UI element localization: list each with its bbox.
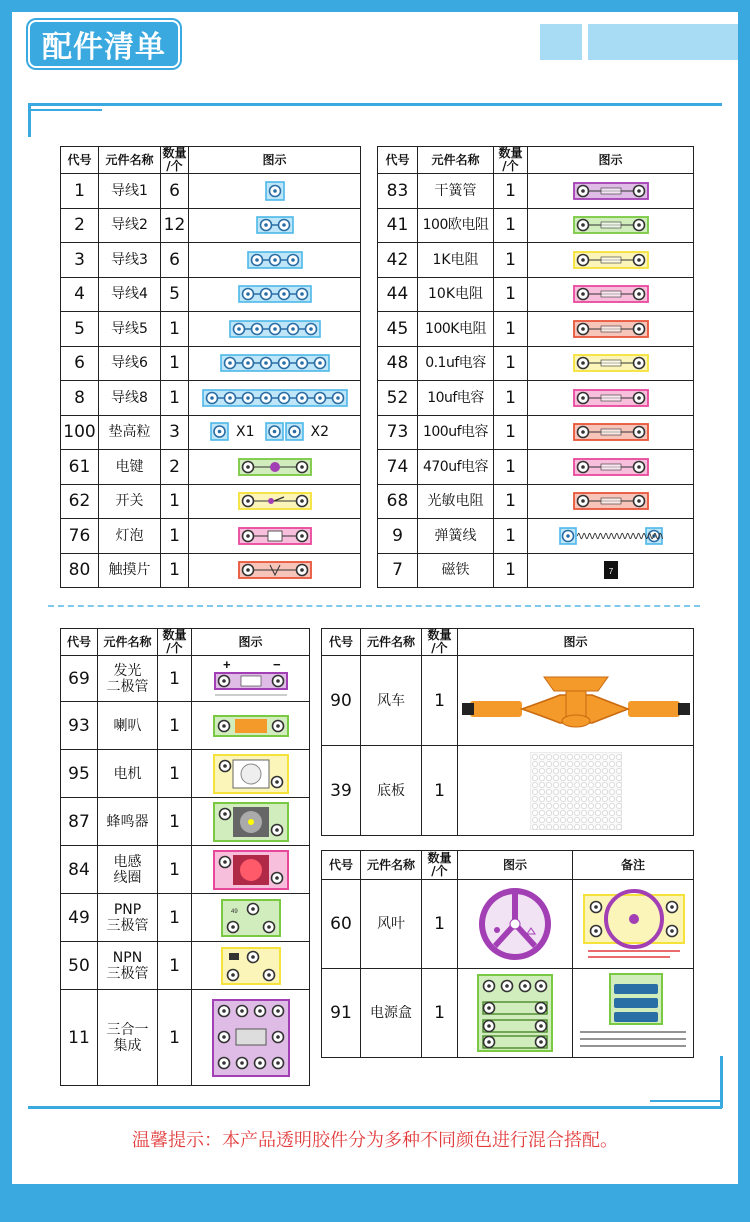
part-code: 50 <box>61 942 98 990</box>
part-quantity: 1 <box>161 381 189 416</box>
table-row <box>61 656 310 702</box>
part-code: 2 <box>61 208 99 243</box>
pnp-transistor-icon <box>221 899 281 937</box>
led-icon <box>211 659 291 699</box>
top-divider-accent <box>28 109 102 111</box>
wire-icon <box>256 216 294 234</box>
header-name: 元件名称 <box>361 851 422 880</box>
part-code: 62 <box>61 484 99 519</box>
coil-icon <box>213 850 289 890</box>
part-quantity: 1 <box>494 450 528 485</box>
table-row <box>61 346 361 381</box>
part-figure <box>528 519 694 554</box>
part-figure <box>189 553 361 588</box>
part-quantity: 1 <box>494 243 528 278</box>
table-row <box>378 415 694 450</box>
header-qty: 数量 /个 <box>422 851 458 880</box>
svg-text:−: − <box>272 658 281 672</box>
part-quantity: 1 <box>161 519 189 554</box>
part-name: NPN 三极管 <box>98 942 158 990</box>
npn-transistor-icon <box>221 947 281 985</box>
table-row <box>61 553 361 588</box>
part-name: 灯泡 <box>99 519 161 554</box>
part-quantity: 2 <box>161 450 189 485</box>
part-name: 发光 二极管 <box>98 656 158 702</box>
table-row <box>61 312 361 347</box>
magnet-icon <box>603 560 619 580</box>
part-name: 10uf电容 <box>418 381 494 416</box>
part-quantity: 1 <box>158 702 192 750</box>
table-row <box>61 702 310 750</box>
parts-table-wires <box>60 146 361 588</box>
part-figure <box>528 346 694 381</box>
header-name: 元件名称 <box>361 629 422 656</box>
battery-box-icon <box>477 974 553 1052</box>
part-code: 42 <box>378 243 418 278</box>
part-figure <box>189 312 361 347</box>
table-row <box>378 312 694 347</box>
part-quantity: 1 <box>422 746 458 836</box>
bottom-divider-corner <box>720 1056 723 1108</box>
part-quantity: 1 <box>494 553 528 588</box>
svg-text:7: 7 <box>608 567 613 577</box>
part-code: 84 <box>61 846 98 894</box>
table-row <box>61 208 361 243</box>
motor-icon <box>213 754 289 794</box>
part-code: 3 <box>61 243 99 278</box>
page-title: 配件清单 <box>28 20 180 68</box>
part-name: 三合一 集成 <box>98 990 158 1086</box>
part-name: 电感 线圈 <box>98 846 158 894</box>
part-code: 39 <box>322 746 361 836</box>
buzzer-icon <box>213 802 289 842</box>
part-figure <box>192 656 310 702</box>
part-figure <box>528 450 694 485</box>
header-qty: 数量 /个 <box>158 629 192 656</box>
part-quantity: 1 <box>158 656 192 702</box>
part-name: 光敏电阻 <box>418 484 494 519</box>
part-name: 触摸片 <box>99 553 161 588</box>
part-code: 45 <box>378 312 418 347</box>
part-figure <box>189 381 361 416</box>
part-quantity: 1 <box>161 346 189 381</box>
part-name: 10K电阻 <box>418 277 494 312</box>
part-figure <box>189 346 361 381</box>
part-name: 开关 <box>99 484 161 519</box>
table-row <box>61 415 361 450</box>
part-code: 100 <box>61 415 99 450</box>
header-qty: 数量 /个 <box>494 147 528 174</box>
part-figure <box>189 450 361 485</box>
part-name: 100欧电阻 <box>418 208 494 243</box>
header-decoration-small <box>540 24 582 60</box>
part-quantity: 1 <box>494 346 528 381</box>
spacer-double-label: X2 <box>310 424 329 441</box>
table-row <box>378 208 694 243</box>
parts-table-modules <box>60 628 310 1086</box>
fan-blade-icon <box>477 886 553 962</box>
part-code: 91 <box>322 969 361 1058</box>
part-code: 7 <box>378 553 418 588</box>
table-row <box>61 942 310 990</box>
table-row <box>378 174 694 209</box>
part-name: 底板 <box>361 746 422 836</box>
module-icon <box>573 251 649 269</box>
part-name: 导线3 <box>99 243 161 278</box>
part-name: 风叶 <box>361 880 422 969</box>
table-row <box>61 277 361 312</box>
part-code: 8 <box>61 381 99 416</box>
part-figure <box>528 553 694 588</box>
part-figure <box>458 880 573 969</box>
table-row <box>378 346 694 381</box>
part-quantity: 1 <box>494 519 528 554</box>
speaker-icon <box>213 715 289 737</box>
parts-table-windmill <box>321 628 694 836</box>
header-figure: 图示 <box>458 629 694 656</box>
table-row <box>61 798 310 846</box>
part-name: 喇叭 <box>98 702 158 750</box>
part-code: 80 <box>61 553 99 588</box>
part-code: 52 <box>378 381 418 416</box>
part-figure <box>189 415 361 450</box>
part-code: 4 <box>61 277 99 312</box>
part-quantity: 1 <box>422 656 458 746</box>
part-name: 导线8 <box>99 381 161 416</box>
part-quantity: 6 <box>161 174 189 209</box>
part-figure <box>528 415 694 450</box>
table-row <box>61 894 310 942</box>
svg-text:+: + <box>222 658 231 672</box>
part-name: PNP 三极管 <box>98 894 158 942</box>
module-icon <box>573 216 649 234</box>
part-quantity: 1 <box>158 990 192 1086</box>
part-quantity: 5 <box>161 277 189 312</box>
module-icon <box>238 492 312 510</box>
part-figure <box>528 277 694 312</box>
windmill-icon <box>460 665 692 737</box>
header-name: 元件名称 <box>99 147 161 174</box>
header-figure: 图示 <box>458 851 573 880</box>
part-quantity: 1 <box>494 312 528 347</box>
part-figure <box>458 656 694 746</box>
part-figure <box>189 243 361 278</box>
part-code: 95 <box>61 750 98 798</box>
bottom-divider <box>28 1106 722 1109</box>
header-code: 代号 <box>61 147 99 174</box>
part-code: 83 <box>378 174 418 209</box>
table-row <box>61 990 310 1086</box>
baseplate-icon <box>530 752 622 830</box>
module-icon <box>573 458 649 476</box>
part-name: 0.1uf电容 <box>418 346 494 381</box>
part-figure <box>192 702 310 750</box>
part-code: 44 <box>378 277 418 312</box>
part-name: 导线6 <box>99 346 161 381</box>
part-code: 73 <box>378 415 418 450</box>
part-name: 电源盒 <box>361 969 422 1058</box>
battery-spec-note-icon <box>574 972 692 1054</box>
table-row <box>378 450 694 485</box>
part-figure <box>528 243 694 278</box>
module-icon <box>238 561 312 579</box>
part-figure <box>528 312 694 347</box>
part-figure <box>192 894 310 942</box>
part-figure <box>528 381 694 416</box>
wire-icon <box>220 354 330 372</box>
header-name: 元件名称 <box>418 147 494 174</box>
parts-table-components <box>377 146 694 588</box>
part-name: 干簧管 <box>418 174 494 209</box>
part-code: 5 <box>61 312 99 347</box>
spacer-icon <box>265 422 305 442</box>
part-note <box>573 880 694 969</box>
wire-icon <box>265 181 285 201</box>
top-divider <box>28 103 722 106</box>
table-row <box>322 656 694 746</box>
spacer-icon <box>210 422 230 442</box>
part-quantity: 1 <box>494 174 528 209</box>
part-name: 蜂鸣器 <box>98 798 158 846</box>
part-quantity: 1 <box>158 942 192 990</box>
part-quantity: 1 <box>494 381 528 416</box>
table-row <box>322 880 694 969</box>
header-decoration-large <box>588 24 738 60</box>
part-quantity: 1 <box>494 208 528 243</box>
wire-icon <box>202 389 348 407</box>
table-row <box>378 553 694 588</box>
part-quantity: 1 <box>494 277 528 312</box>
part-quantity: 1 <box>161 312 189 347</box>
part-quantity: 12 <box>161 208 189 243</box>
part-quantity: 6 <box>161 243 189 278</box>
part-quantity: 1 <box>494 484 528 519</box>
wire-icon <box>247 251 303 269</box>
wire-icon <box>238 285 312 303</box>
spacer-single-label: X1 <box>236 424 255 441</box>
part-code: 90 <box>322 656 361 746</box>
table-row <box>322 969 694 1058</box>
table-row <box>61 174 361 209</box>
part-code: 87 <box>61 798 98 846</box>
part-code: 41 <box>378 208 418 243</box>
part-figure <box>189 208 361 243</box>
header-figure: 图示 <box>192 629 310 656</box>
part-figure <box>192 990 310 1086</box>
part-code: 60 <box>322 880 361 969</box>
part-quantity: 1 <box>422 880 458 969</box>
part-code: 76 <box>61 519 99 554</box>
part-figure <box>189 484 361 519</box>
module-icon <box>573 492 649 510</box>
header-note: 备注 <box>573 851 694 880</box>
footer-tip: 温馨提示：本产品透明胶件分为多种不同颜色进行混合搭配。 <box>132 1130 618 1151</box>
part-figure <box>458 969 573 1058</box>
module-icon <box>573 354 649 372</box>
part-code: 49 <box>61 894 98 942</box>
part-name: 470uf电容 <box>418 450 494 485</box>
module-icon <box>573 320 649 338</box>
wire-icon <box>229 320 321 338</box>
module-icon <box>573 182 649 200</box>
part-code: 9 <box>378 519 418 554</box>
header-name: 元件名称 <box>98 629 158 656</box>
part-name: 100uf电容 <box>418 415 494 450</box>
part-figure <box>192 846 310 894</box>
part-code: 48 <box>378 346 418 381</box>
part-quantity: 1 <box>161 553 189 588</box>
spring-wire-icon <box>559 527 663 545</box>
table-row <box>61 381 361 416</box>
part-name: 电机 <box>98 750 158 798</box>
part-code: 74 <box>378 450 418 485</box>
part-name: 导线4 <box>99 277 161 312</box>
table-row <box>378 381 694 416</box>
part-figure <box>189 277 361 312</box>
part-name: 风车 <box>361 656 422 746</box>
part-code: 1 <box>61 174 99 209</box>
parts-table-fan-battery <box>321 850 694 1058</box>
integrated-circuit-icon <box>212 999 290 1077</box>
table-row <box>61 846 310 894</box>
part-figure <box>528 208 694 243</box>
part-figure <box>192 750 310 798</box>
table-row <box>378 277 694 312</box>
part-name: 导线2 <box>99 208 161 243</box>
part-name: 100K电阻 <box>418 312 494 347</box>
part-figure <box>189 519 361 554</box>
part-code: 68 <box>378 484 418 519</box>
header-figure: 图示 <box>528 147 694 174</box>
table-row <box>61 484 361 519</box>
module-icon <box>573 285 649 303</box>
part-name: 垫高粒 <box>99 415 161 450</box>
part-quantity: 1 <box>158 798 192 846</box>
part-figure <box>528 174 694 209</box>
table-row <box>322 746 694 836</box>
top-divider-corner <box>28 103 31 137</box>
part-quantity: 1 <box>158 846 192 894</box>
part-figure <box>528 484 694 519</box>
header-code: 代号 <box>322 851 361 880</box>
part-figure <box>192 798 310 846</box>
module-icon <box>573 389 649 407</box>
part-quantity: 1 <box>161 484 189 519</box>
part-name: 弹簧线 <box>418 519 494 554</box>
section-dashed-divider <box>48 605 700 607</box>
svg-text:49: 49 <box>230 908 238 915</box>
table-row <box>378 484 694 519</box>
module-icon <box>238 527 312 545</box>
table-row <box>378 519 694 554</box>
part-note <box>573 969 694 1058</box>
part-name: 磁铁 <box>418 553 494 588</box>
part-code: 6 <box>61 346 99 381</box>
header-code: 代号 <box>61 629 98 656</box>
header-qty: 数量 /个 <box>162 146 187 173</box>
part-name: 电键 <box>99 450 161 485</box>
part-name: 1K电阻 <box>418 243 494 278</box>
part-code: 61 <box>61 450 99 485</box>
part-code: 93 <box>61 702 98 750</box>
part-code: 69 <box>61 656 98 702</box>
header-code: 代号 <box>378 147 418 174</box>
bottom-divider-accent <box>650 1100 722 1102</box>
part-quantity: 1 <box>158 750 192 798</box>
part-figure <box>458 746 694 836</box>
fan-mount-note-icon <box>574 885 692 963</box>
table-row <box>61 450 361 485</box>
table-row <box>61 750 310 798</box>
header-code: 代号 <box>322 629 361 656</box>
part-quantity: 3 <box>161 415 189 450</box>
part-quantity: 1 <box>494 415 528 450</box>
header-figure: 图示 <box>189 147 361 174</box>
part-code: 11 <box>61 990 98 1086</box>
header-qty: 数量 /个 <box>422 629 458 656</box>
module-icon <box>238 458 312 476</box>
table-row <box>61 243 361 278</box>
part-name: 导线1 <box>99 174 161 209</box>
table-row <box>61 519 361 554</box>
part-quantity: 1 <box>422 969 458 1058</box>
part-figure <box>192 942 310 990</box>
table-row <box>378 243 694 278</box>
part-figure <box>189 174 361 209</box>
module-icon <box>573 423 649 441</box>
part-name: 导线5 <box>99 312 161 347</box>
part-quantity: 1 <box>158 894 192 942</box>
